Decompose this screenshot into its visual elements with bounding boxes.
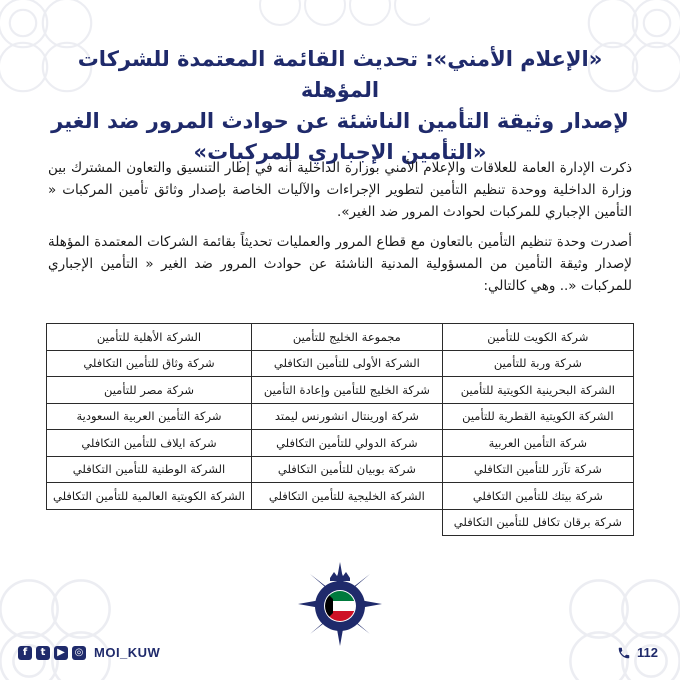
table-cell: الشركة البحرينية الكويتية للتأمين	[442, 377, 633, 404]
table-cell: شركة بوبيان للتأمين التكافلي	[252, 456, 443, 483]
table-cell: شركة التأمين العربية السعودية	[47, 403, 252, 430]
instagram-icon[interactable]: ◎	[72, 646, 86, 660]
table-cell: شركة بيتك للتأمين التكافلي	[442, 483, 633, 510]
table-row	[47, 403, 634, 430]
table-cell: شركة مصر للتأمين	[47, 377, 252, 404]
social-links	[18, 645, 160, 660]
table-cell: مجموعة الخليج للتأمين	[252, 324, 443, 351]
facebook-icon[interactable]: f	[18, 646, 32, 660]
table-row	[47, 377, 634, 404]
paragraph-2: أصدرت وحدة تنظيم التأمين بالتعاون مع قطاع المرور والعمليات تحديثاً بقائمة الشركات المعتمدة المؤهلة لإصدار وثيقة التأمين من المسؤولية المدنية الناشئة عن حوادث المرور ضد الغير « التأمين الإجباري للمركبات «.. وهي كالتالي:	[48, 234, 632, 294]
table-cell: شركة اورينتال انشورنس ليمتد	[252, 403, 443, 430]
headline-line-2: لإصدار وثيقة التأمين الناشئة عن حوادث المرور ضد الغير	[51, 109, 629, 133]
table-row	[47, 430, 634, 457]
table-cell: شركة الدولي للتأمين التكافلي	[252, 430, 443, 457]
table-cell: شركة ايلاف للتأمين التكافلي	[47, 430, 252, 457]
table-cell: الشركة الكويتية القطرية للتأمين	[442, 403, 633, 430]
table-cell: الشركة الخليجية للتأمين التكافلي	[252, 483, 443, 510]
table-row	[47, 456, 634, 483]
youtube-icon[interactable]: ▶	[54, 646, 68, 660]
table-cell: شركة برقان تكافل للتأمين التكافلي	[442, 509, 633, 536]
table-row	[47, 350, 634, 377]
article-body	[48, 157, 632, 305]
table-row	[47, 324, 634, 351]
table-cell: شركة الكويت للتأمين	[442, 324, 633, 351]
hotline	[617, 645, 658, 660]
social-handle[interactable]: MOI_KUW	[94, 645, 161, 660]
companies-table	[46, 323, 634, 536]
table-cell: الشركة الوطنية للتأمين التكافلي	[47, 456, 252, 483]
table-cell-empty	[47, 509, 252, 536]
headline-line-3: «التأمين الإجباري للمركبات»	[193, 140, 487, 164]
footer	[0, 640, 680, 680]
table-row	[47, 483, 634, 510]
table-cell: الشركة الأولى للتأمين التكافلي	[252, 350, 443, 377]
table-cell: شركة وثاق للتأمين التكافلي	[47, 350, 252, 377]
table-cell: شركة الخليج للتأمين وإعادة التأمين	[252, 377, 443, 404]
hotline-number[interactable]: 112	[637, 645, 658, 660]
table-cell: شركة وربة للتأمين	[442, 350, 633, 377]
paragraph-1: ذكرت الإدارة العامة للعلاقات والإعلام الأمني بوزارة الداخلية أنه في إطار التنسيق والتعاون المشترك بين وزارة الداخلية ووحدة تنظيم التأمين لتطوير الإجراءات والآليات الخاصة بإصدار وثائق تأمين المركبات « التأمين الإجباري للمركبات لحوادث المرور ضد الغير».	[48, 160, 632, 220]
headline	[40, 44, 640, 168]
kuwait-police-emblem-icon	[296, 560, 384, 648]
headline-line-1: «الإعلام الأمني»: تحديث القائمة المعتمدة للشركات المؤهلة	[77, 47, 603, 102]
table-row	[47, 509, 634, 536]
table-cell: الشركة الكويتية العالمية للتأمين التكافلي	[47, 483, 252, 510]
table-cell-empty	[252, 509, 443, 536]
table-cell: شركة تآزر للتأمين التكافلي	[442, 456, 633, 483]
table-cell: شركة التأمين العربية	[442, 430, 633, 457]
twitter-icon[interactable]: t	[36, 646, 50, 660]
ornament-pattern-icon	[250, 0, 430, 50]
table-cell: الشركة الأهلية للتأمين	[47, 324, 252, 351]
phone-icon	[617, 646, 631, 660]
